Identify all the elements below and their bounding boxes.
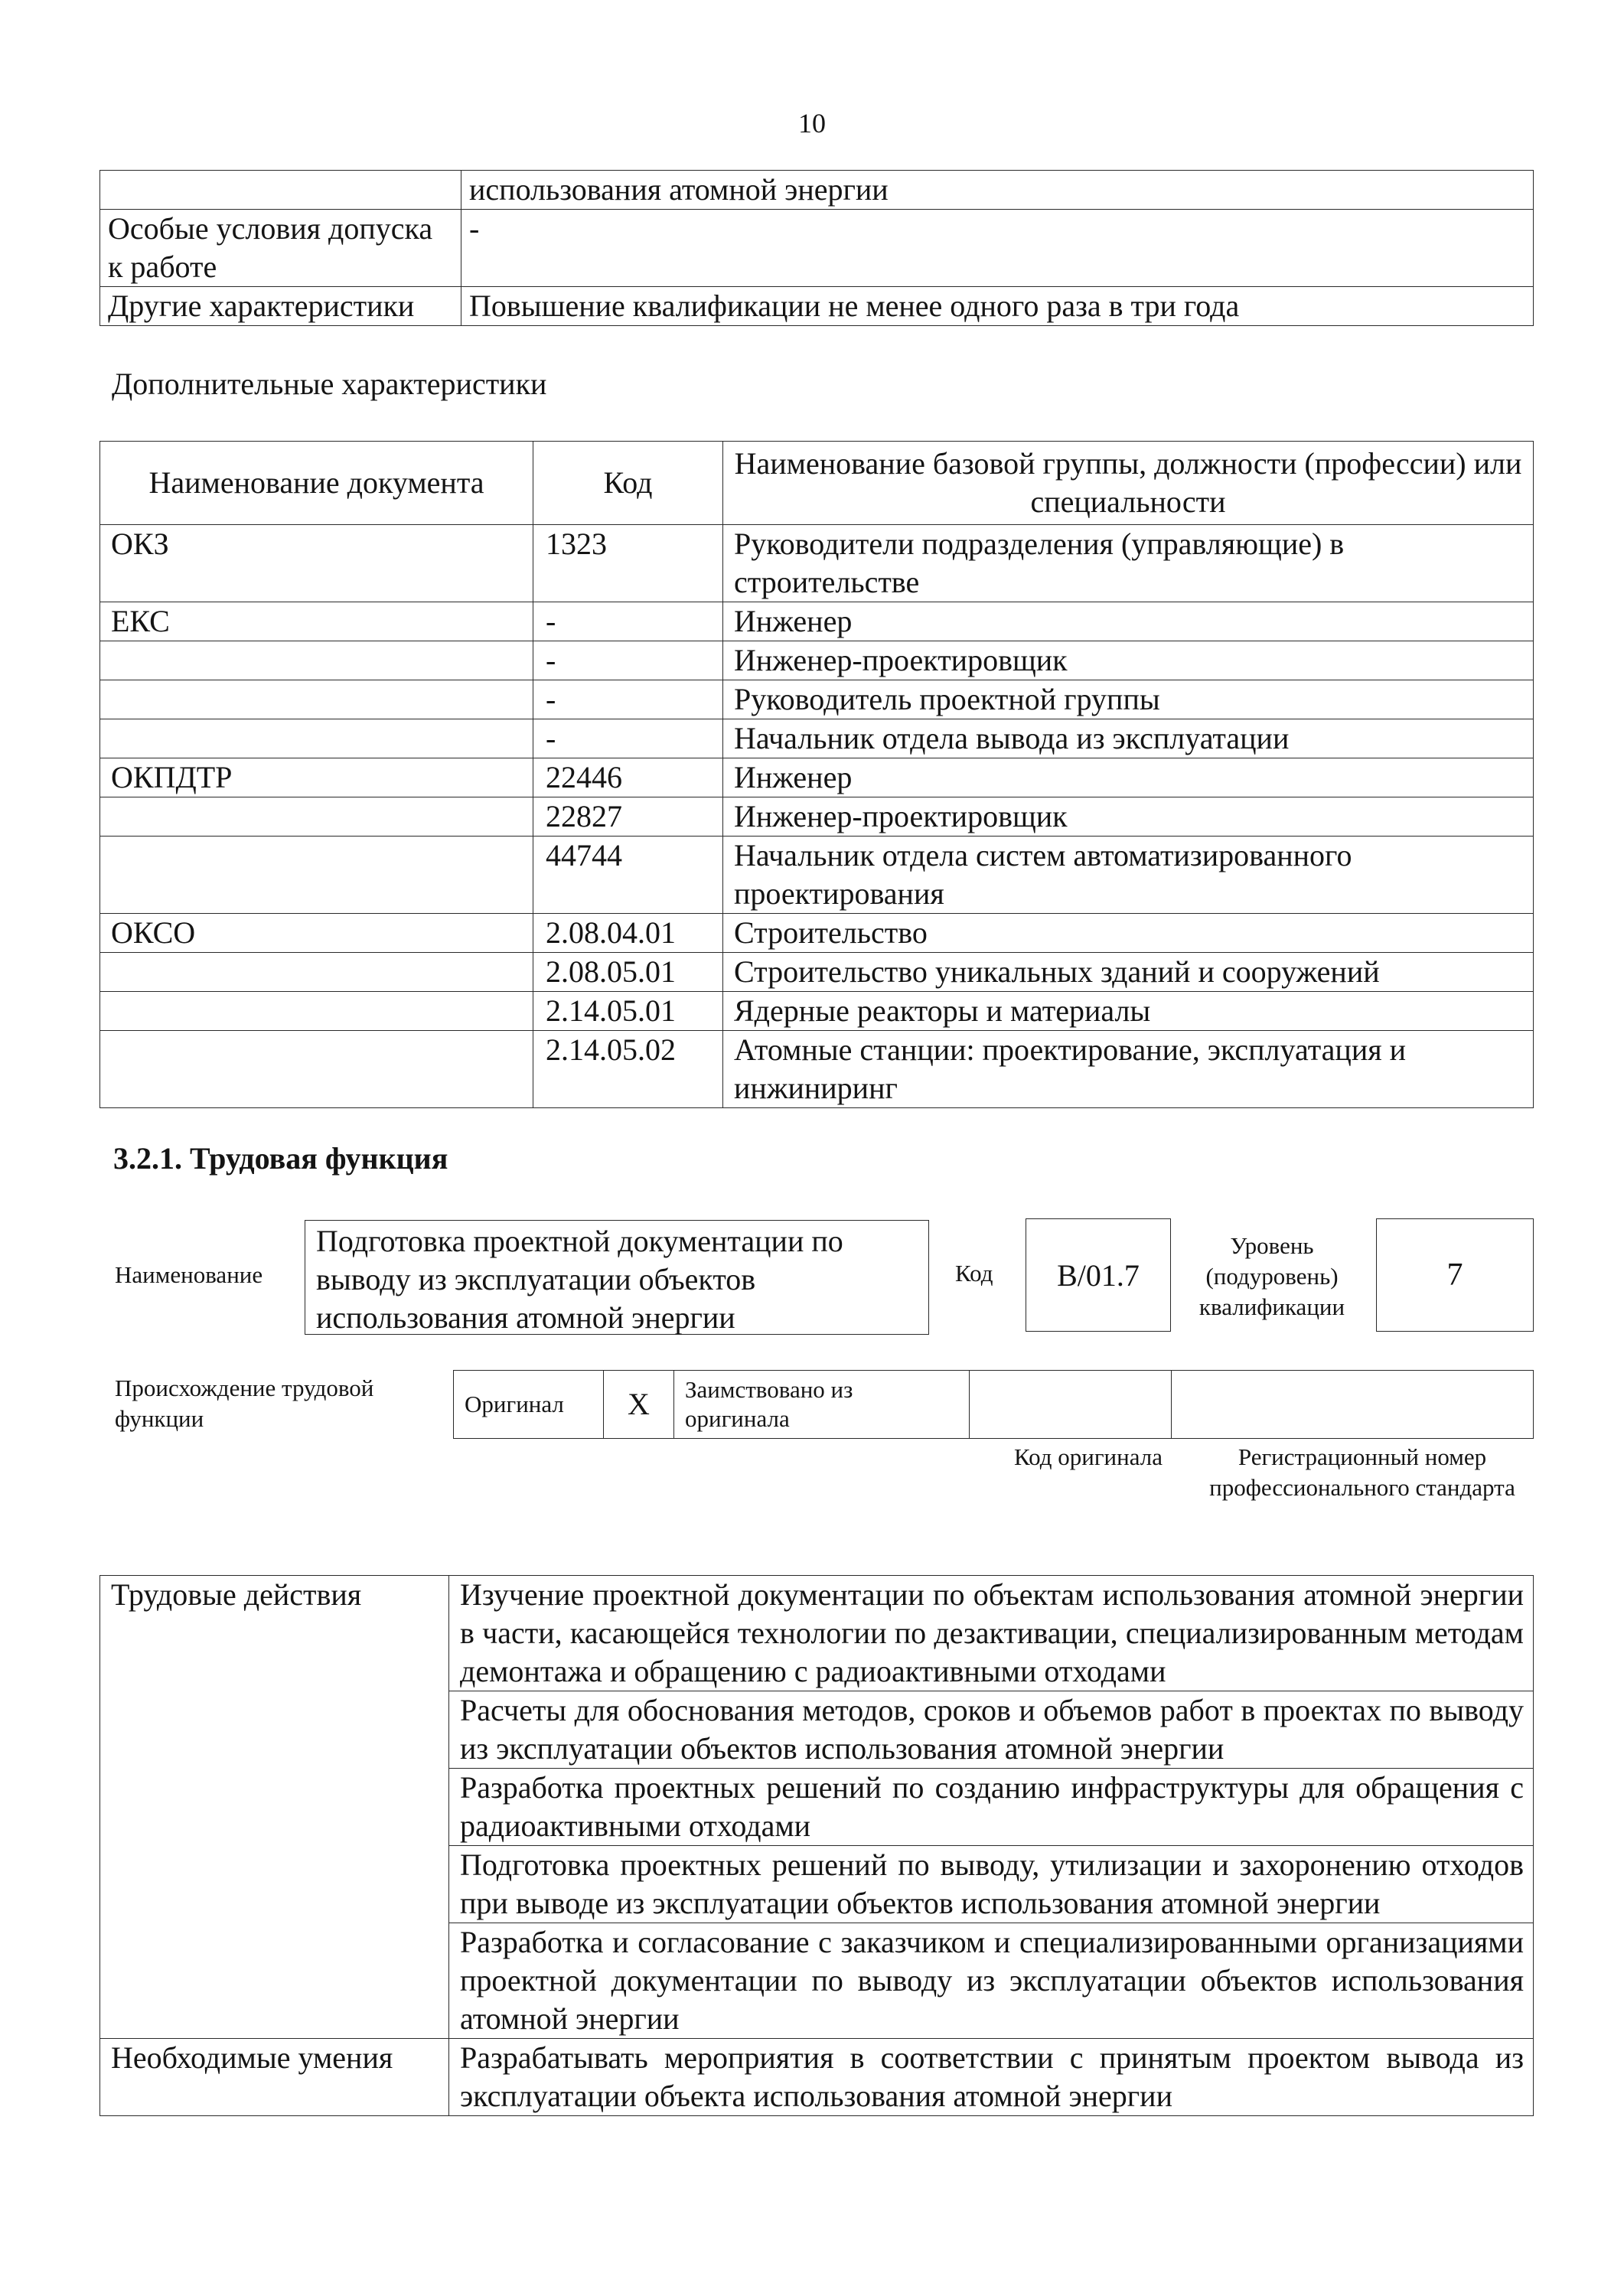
doc-cell xyxy=(100,641,533,680)
table-row xyxy=(100,1031,1534,1108)
section-title: 3.2.1. Трудовая функция xyxy=(113,1141,448,1176)
code-cell: 1323 xyxy=(533,525,723,602)
name-cell: Начальник отдела вывода из эксплуатации xyxy=(723,719,1534,758)
code-cell: - xyxy=(533,641,723,680)
doc-cell xyxy=(100,992,533,1031)
code-cell: 2.14.05.02 xyxy=(533,1031,723,1108)
additional-characteristics-table xyxy=(99,441,1534,1108)
code-cell: 2.08.05.01 xyxy=(533,953,723,992)
function-origin-label: Происхождение трудовой функции xyxy=(115,1375,374,1432)
function-origin-table xyxy=(453,1370,1534,1439)
labor-action: Разработка проектных решений по созданию инфраструктуры для обращения с радиоактивными отходами xyxy=(449,1769,1534,1846)
name-cell: Строительство уникальных зданий и сооружений xyxy=(723,953,1534,992)
table-row xyxy=(100,719,1534,758)
table-row xyxy=(100,914,1534,953)
name-cell: Инженер-проектировщик xyxy=(723,797,1534,837)
borrowed-label: Заимствовано из оригинала xyxy=(674,1371,970,1439)
name-cell: Инженер xyxy=(723,602,1534,641)
table-cell: Другие характеристики xyxy=(100,287,461,326)
doc-cell xyxy=(100,1031,533,1108)
code-cell: - xyxy=(533,602,723,641)
table-cell: использования атомной энергии xyxy=(461,171,1534,210)
table-row xyxy=(100,2039,1534,2116)
name-cell: Строительство xyxy=(723,914,1534,953)
name-cell: Атомные станции: проектирование, эксплуатация и инжиниринг xyxy=(723,1031,1534,1108)
table-row xyxy=(100,797,1534,837)
doc-cell: ОКПДТР xyxy=(100,758,533,797)
name-cell: Инженер-проектировщик xyxy=(723,641,1534,680)
code-cell: 2.14.05.01 xyxy=(533,992,723,1031)
page-number: 10 xyxy=(798,108,826,139)
table-cell: Особые условия допуска к работе xyxy=(100,210,461,287)
top-characteristics-table xyxy=(99,170,1534,326)
table-row xyxy=(100,602,1534,641)
table-cell xyxy=(100,171,461,210)
table-row xyxy=(100,992,1534,1031)
additional-characteristics-heading: Дополнительные характеристики xyxy=(112,367,547,401)
name-cell: Инженер xyxy=(723,758,1534,797)
code-cell: - xyxy=(533,680,723,719)
original-mark: X xyxy=(604,1371,674,1439)
original-label: Оригинал xyxy=(454,1371,604,1439)
original-code-cell xyxy=(970,1371,1172,1439)
table-row xyxy=(100,171,1534,210)
column-header: Код xyxy=(533,442,723,525)
qualification-level-box: 7 xyxy=(1376,1218,1534,1332)
doc-cell: ОКЗ xyxy=(100,525,533,602)
function-name-label: Наименование xyxy=(115,1261,263,1288)
name-cell: Руководитель проектной группы xyxy=(723,680,1534,719)
table-row xyxy=(454,1371,1534,1439)
doc-cell xyxy=(100,719,533,758)
function-code-label: Код xyxy=(955,1260,993,1287)
column-header: Наименование документа xyxy=(100,442,533,525)
original-code-caption: Код оригинала xyxy=(1013,1443,1163,1470)
code-cell: 44744 xyxy=(533,837,723,914)
doc-cell xyxy=(100,953,533,992)
labor-action: Подготовка проектных решений по выводу, утилизации и захоронению отходов при выводе из эксплуатации объектов использования атомной энергии xyxy=(449,1846,1534,1923)
labor-actions-label: Трудовые действия xyxy=(100,1576,449,2039)
doc-cell xyxy=(100,837,533,914)
registration-number-caption: Регистрационный номер профессионального стандарта xyxy=(1209,1443,1515,1501)
doc-cell xyxy=(100,680,533,719)
doc-cell xyxy=(100,797,533,837)
table-row xyxy=(100,758,1534,797)
skill-item: Разрабатывать мероприятия в соответствии с принятым проектом вывода из эксплуатации объекта использования атомной энергии xyxy=(449,2039,1534,2116)
table-cell: Повышение квалификации не менее одного раза в три года xyxy=(461,287,1534,326)
name-cell: Начальник отдела систем автоматизированного проектирования xyxy=(723,837,1534,914)
table-row xyxy=(100,641,1534,680)
name-cell: Ядерные реакторы и материалы xyxy=(723,992,1534,1031)
registration-number-cell xyxy=(1172,1371,1534,1439)
table-row xyxy=(100,837,1534,914)
labor-action: Разработка и согласование с заказчиком и специализированными организациями проектной документации по выводу из эксплуатации объектов использования атомной энергии xyxy=(449,1923,1534,2039)
table-row xyxy=(100,953,1534,992)
table-header-row xyxy=(100,442,1534,525)
code-cell: 22446 xyxy=(533,758,723,797)
column-header: Наименование базовой группы, должности (профессии) или специальности xyxy=(723,442,1534,525)
qualification-level-label: Уровень (подуровень) квалификации xyxy=(1198,1232,1345,1320)
name-cell: Руководители подразделения (управляющие) в строительстве xyxy=(723,525,1534,602)
labor-actions-table xyxy=(99,1575,1534,2116)
table-cell: - xyxy=(461,210,1534,287)
function-code-box: B/01.7 xyxy=(1026,1218,1171,1332)
code-cell: - xyxy=(533,719,723,758)
table-row xyxy=(100,525,1534,602)
doc-cell: ОКСО xyxy=(100,914,533,953)
labor-action: Изучение проектной документации по объектам использования атомной энергии в части, касающейся технологии по дезактивации, специализированным методам демонтажа и обращению с радиоактивными отходами xyxy=(449,1576,1534,1691)
table-row xyxy=(100,210,1534,287)
table-row xyxy=(100,1576,1534,1691)
labor-action: Расчеты для обоснования методов, сроков и объемов работ в проектах по выводу из эксплуатации объектов использования атомной энергии xyxy=(449,1691,1534,1769)
doc-cell: ЕКС xyxy=(100,602,533,641)
function-name-box: Подготовка проектной документации по выводу из эксплуатации объектов использования атомной энергии xyxy=(305,1220,929,1335)
table-row xyxy=(100,680,1534,719)
code-cell: 2.08.04.01 xyxy=(533,914,723,953)
skills-label: Необходимые умения xyxy=(100,2039,449,2116)
table-row xyxy=(100,287,1534,326)
code-cell: 22827 xyxy=(533,797,723,837)
